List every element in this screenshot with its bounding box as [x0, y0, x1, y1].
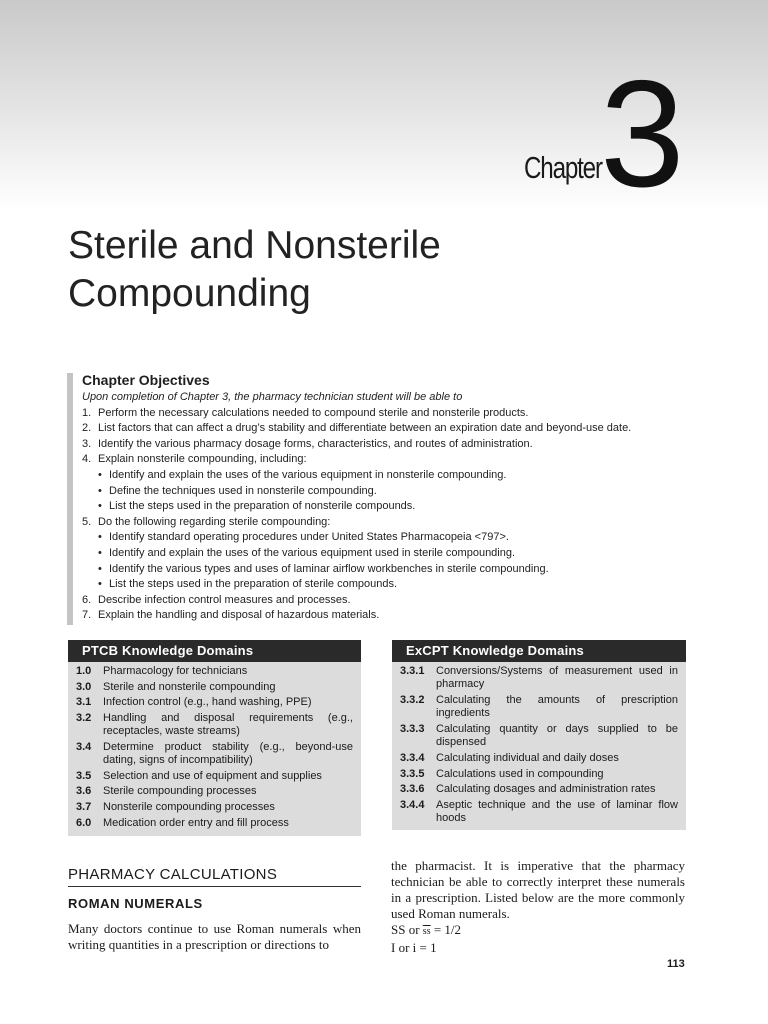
objective-subitem	[98, 530, 682, 546]
ptcb-row	[76, 712, 353, 739]
excpt-row	[400, 783, 678, 796]
ptcb-text: Pharmacology for technicians	[103, 665, 248, 677]
ptcb-row	[76, 696, 353, 709]
ptcb-row	[76, 801, 353, 814]
ptcb-code: 1.0	[76, 665, 92, 677]
objective-text: Identify the various pharmacy dosage forms, characteristics, and routes of administration.	[98, 437, 533, 450]
objective-text: Explain nonsterile compounding, including:	[98, 453, 307, 466]
excpt-code: 3.3.6	[400, 783, 425, 796]
ptcb-text: Nonsterile compounding processes	[103, 800, 275, 813]
objective-number: 4.	[82, 453, 92, 466]
ss-suffix: = 1/2	[430, 922, 462, 937]
ptcb-text: Sterile compounding processes	[103, 785, 257, 798]
bullet-icon: •	[98, 500, 102, 513]
ptcb-code: 3.0	[76, 680, 92, 693]
chapter-number: 3	[600, 49, 685, 219]
excpt-text: Calculating individual and daily doses	[436, 752, 619, 764]
objective-subtext: Define the techniques used in nonsterile compounding.	[109, 484, 377, 497]
objective-subtext: Identify the various types and uses of laminar airflow workbenches in sterile compounding.	[109, 562, 549, 575]
ptcb-text: Infection control (e.g., hand washing, PPE)	[103, 696, 312, 709]
objective-subtext: Identify standard operating procedures under United States Pharmacopeia <797>.	[109, 531, 509, 544]
objective-item	[82, 593, 682, 609]
ptcb-code: 3.7	[76, 800, 92, 813]
ptcb-code: 6.0	[76, 816, 92, 829]
ptcb-code: 3.6	[76, 785, 92, 798]
excpt-heading: ExCPT Knowledge Domains	[392, 640, 686, 662]
ptcb-text: Sterile and nonsterile compounding	[103, 680, 276, 693]
objective-subitem	[98, 468, 682, 484]
body-paragraph: the pharmacist. It is imperative that the pharmacy technician be able to correctly interpret these numerals in a prescription. Listed below are the more commonly used Roman numerals.	[391, 858, 685, 921]
objective-sublist	[82, 530, 682, 592]
excpt-text: Calculating the amounts of prescription ingredients	[436, 694, 678, 720]
ptcb-code: 3.2	[76, 711, 92, 724]
objective-item	[82, 452, 682, 514]
title-line-2: Compounding	[68, 272, 311, 315]
objective-text: List factors that can affect a drug’s stability and differentiate between an expiration date and beyond-use date.	[98, 422, 632, 435]
objective-sublist	[82, 468, 682, 515]
ss-overline: $\overline{ss}$	[422, 926, 431, 937]
title-line-1: Sterile and Nonsterile	[68, 224, 441, 267]
objective-subitem	[98, 562, 682, 578]
objective-text: Do the following regarding sterile compounding:	[98, 515, 331, 528]
bullet-icon: •	[98, 531, 102, 544]
objective-text: Perform the necessary calculations needed to compound sterile and nonsterile products.	[98, 406, 529, 419]
objective-number: 5.	[82, 515, 92, 528]
bullet-icon: •	[98, 562, 102, 575]
ptcb-code: 3.1	[76, 696, 92, 709]
objective-item	[82, 437, 682, 453]
objectives-list	[82, 406, 682, 624]
excpt-row	[400, 694, 678, 721]
excpt-code: 3.3.2	[400, 694, 425, 706]
objective-number: 1.	[82, 406, 92, 419]
ptcb-row	[76, 770, 353, 783]
bullet-icon: •	[98, 578, 102, 591]
objective-subtext: Identify and explain the uses of the various equipment used in sterile compounding.	[109, 546, 516, 559]
ptcb-row	[76, 681, 353, 694]
page-number: 113	[667, 958, 685, 970]
subsection-title: ROMAN NUMERALS	[68, 896, 203, 911]
bullet-icon: •	[98, 484, 102, 497]
excpt-code: 3.3.5	[400, 767, 425, 780]
objectives-heading: Chapter Objectives	[82, 372, 210, 388]
ptcb-code: 3.5	[76, 769, 92, 782]
objective-number: 2.	[82, 422, 92, 435]
objective-item	[82, 406, 682, 422]
bullet-icon: •	[98, 468, 102, 481]
ptcb-heading: PTCB Knowledge Domains	[68, 640, 361, 662]
body-text-right	[391, 858, 685, 956]
objective-item	[82, 515, 682, 593]
ptcb-row	[76, 817, 353, 830]
objective-subitem	[98, 546, 682, 562]
roman-i-line: I or i = 1	[391, 940, 437, 955]
page-title	[68, 222, 441, 318]
ptcb-row	[76, 665, 353, 678]
objective-text: Explain the handling and disposal of hazardous materials.	[98, 609, 380, 622]
chapter-objectives	[82, 372, 682, 624]
ptcb-list	[68, 662, 361, 836]
ptcb-row	[76, 785, 353, 798]
objective-text: Describe infection control measures and processes.	[98, 593, 351, 606]
objective-item	[82, 421, 682, 437]
ptcb-text: Medication order entry and fill process	[103, 816, 289, 829]
ptcb-text: Handling and disposal requirements (e.g., receptacles, waste streams)	[103, 711, 353, 738]
objectives-accent-bar	[67, 373, 73, 625]
section-title: PHARMACY CALCULATIONS	[68, 866, 361, 887]
bullet-icon: •	[98, 546, 102, 559]
excpt-row	[400, 723, 678, 750]
chapter-label: Chapter	[524, 150, 602, 185]
objective-item	[82, 608, 682, 624]
excpt-code: 3.4.4	[400, 798, 425, 811]
excpt-code: 3.3.1	[400, 665, 425, 677]
excpt-row	[400, 768, 678, 781]
objective-subitem	[98, 577, 682, 593]
objective-number: 7.	[82, 609, 92, 622]
excpt-text: Calculations used in compounding	[436, 767, 604, 780]
excpt-text: Aseptic technique and the use of laminar flow hoods	[436, 798, 678, 825]
ptcb-text: Determine product stability (e.g., beyond-use dating, signs of incompatibility)	[103, 740, 353, 767]
excpt-text: Calculating dosages and administration rates	[436, 783, 656, 796]
objective-subitem	[98, 499, 682, 515]
roman-ss-line	[391, 922, 685, 940]
excpt-text: Calculating quantity or days supplied to be dispensed	[436, 723, 678, 749]
body-text-left: Many doctors continue to use Roman numerals when writing quantities in a prescription or directions to	[68, 921, 361, 952]
excpt-row	[400, 665, 678, 692]
objective-subitem	[98, 484, 682, 500]
objective-number: 3.	[82, 437, 92, 450]
objective-subtext: Identify and explain the uses of the various equipment in nonsterile compounding.	[109, 468, 507, 481]
ptcb-row	[76, 741, 353, 768]
excpt-knowledge-domains	[392, 640, 686, 830]
objectives-intro: Upon completion of Chapter 3, the pharmacy technician student will be able to	[82, 391, 463, 403]
excpt-list	[392, 662, 686, 832]
ptcb-knowledge-domains	[68, 640, 361, 836]
ss-prefix: SS or	[391, 922, 423, 937]
excpt-text: Conversions/Systems of measurement used in pharmacy	[436, 665, 678, 691]
excpt-row	[400, 752, 678, 765]
ptcb-code: 3.4	[76, 740, 92, 753]
objective-subtext: List the steps used in the preparation of nonsterile compounds.	[109, 500, 416, 513]
excpt-code: 3.3.4	[400, 752, 425, 764]
excpt-row	[400, 799, 678, 826]
objective-subtext: List the steps used in the preparation of sterile compounds.	[109, 578, 398, 591]
objective-number: 6.	[82, 593, 92, 606]
ptcb-text: Selection and use of equipment and supplies	[103, 769, 322, 782]
excpt-code: 3.3.3	[400, 723, 425, 735]
